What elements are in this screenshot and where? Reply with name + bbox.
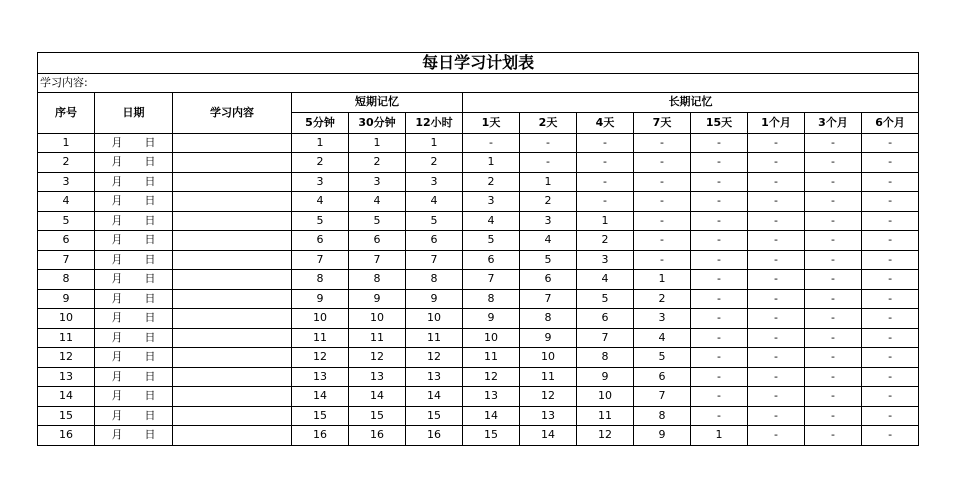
row-seq: 14 — [38, 387, 95, 407]
long-term-cell: 2 — [634, 289, 691, 309]
date-month-label: 月 — [111, 272, 123, 286]
row-date[interactable] — [95, 309, 173, 329]
long-term-cell: - — [805, 367, 862, 387]
long-term-cell: 8 — [520, 309, 577, 329]
row-seq: 10 — [38, 309, 95, 329]
short-term-cell: 1 — [349, 133, 406, 153]
short-term-cell: 14 — [292, 387, 349, 407]
date-day-label: 日 — [144, 350, 156, 364]
long-term-cell: 3 — [634, 309, 691, 329]
long-term-cell: - — [691, 192, 748, 212]
long-term-cell: - — [691, 211, 748, 231]
long-term-cell: 11 — [577, 406, 634, 426]
date-month-label: 月 — [111, 350, 123, 364]
row-seq: 11 — [38, 328, 95, 348]
row-date[interactable] — [95, 250, 173, 270]
table-row — [38, 367, 919, 387]
long-term-cell: - — [805, 328, 862, 348]
long-term-cell: - — [862, 406, 919, 426]
header-long-col: 1天 — [463, 112, 520, 133]
long-term-cell: 2 — [463, 172, 520, 192]
row-seq: 16 — [38, 426, 95, 446]
long-term-cell: 9 — [463, 309, 520, 329]
long-term-cell: - — [691, 348, 748, 368]
long-term-cell: 7 — [463, 270, 520, 290]
long-term-cell: 11 — [520, 367, 577, 387]
long-term-cell: - — [577, 192, 634, 212]
table-row — [38, 153, 919, 173]
long-term-cell: - — [691, 172, 748, 192]
row-seq: 4 — [38, 192, 95, 212]
row-seq: 2 — [38, 153, 95, 173]
date-month-label: 月 — [111, 408, 123, 422]
long-term-cell: - — [748, 426, 805, 446]
short-term-cell: 12 — [349, 348, 406, 368]
date-day-label: 日 — [144, 311, 156, 325]
table-row — [38, 250, 919, 270]
short-term-cell: 2 — [292, 153, 349, 173]
long-term-cell: 8 — [634, 406, 691, 426]
header-long-col: 1个月 — [748, 112, 805, 133]
row-date[interactable] — [95, 211, 173, 231]
row-seq: 1 — [38, 133, 95, 153]
long-term-cell: - — [691, 387, 748, 407]
long-term-cell: - — [748, 367, 805, 387]
long-term-cell: - — [805, 192, 862, 212]
short-term-cell: 7 — [292, 250, 349, 270]
long-term-cell: 7 — [577, 328, 634, 348]
long-term-cell: 1 — [520, 172, 577, 192]
date-day-label: 日 — [144, 408, 156, 422]
long-term-cell: 13 — [520, 406, 577, 426]
long-term-cell: - — [691, 231, 748, 251]
short-term-cell: 8 — [292, 270, 349, 290]
date-day-label: 日 — [144, 291, 156, 305]
long-term-cell: 1 — [691, 426, 748, 446]
long-term-cell: - — [748, 231, 805, 251]
date-day-label: 日 — [144, 369, 156, 383]
row-content-cell[interactable] — [173, 289, 292, 309]
short-term-cell: 13 — [292, 367, 349, 387]
row-content-cell[interactable] — [173, 250, 292, 270]
long-term-cell: - — [748, 348, 805, 368]
short-term-cell: 3 — [349, 172, 406, 192]
short-term-cell: 9 — [349, 289, 406, 309]
row-seq: 8 — [38, 270, 95, 290]
subtitle-content-label: 学习内容: — [38, 74, 919, 93]
short-term-cell: 8 — [406, 270, 463, 290]
study-plan-table — [37, 52, 919, 446]
study-plan-sheet — [37, 52, 919, 446]
long-term-cell: - — [805, 309, 862, 329]
row-date[interactable] — [95, 231, 173, 251]
date-month-label: 月 — [111, 155, 123, 169]
short-term-cell: 2 — [349, 153, 406, 173]
table-row — [38, 328, 919, 348]
long-term-cell: 12 — [577, 426, 634, 446]
short-term-cell: 6 — [349, 231, 406, 251]
long-term-cell: - — [862, 172, 919, 192]
date-month-label: 月 — [111, 428, 123, 442]
short-term-cell: 16 — [406, 426, 463, 446]
table-row — [38, 133, 919, 153]
header-short-col: 30分钟 — [349, 112, 406, 133]
header-long-col: 6个月 — [862, 112, 919, 133]
row-date[interactable] — [95, 172, 173, 192]
long-term-cell: - — [805, 172, 862, 192]
short-term-cell: 8 — [349, 270, 406, 290]
long-term-cell: - — [634, 231, 691, 251]
table-row — [38, 192, 919, 212]
long-term-cell: - — [691, 270, 748, 290]
long-term-cell: 10 — [577, 387, 634, 407]
long-term-cell: - — [691, 309, 748, 329]
long-term-cell: - — [748, 328, 805, 348]
short-term-cell: 5 — [292, 211, 349, 231]
row-content-cell[interactable] — [173, 172, 292, 192]
long-term-cell: - — [862, 367, 919, 387]
long-term-cell: - — [862, 133, 919, 153]
date-day-label: 日 — [144, 174, 156, 188]
row-content-cell[interactable] — [173, 211, 292, 231]
short-term-cell: 12 — [292, 348, 349, 368]
long-term-cell: - — [805, 133, 862, 153]
row-seq: 5 — [38, 211, 95, 231]
long-term-cell: - — [862, 211, 919, 231]
short-term-cell: 3 — [292, 172, 349, 192]
long-term-cell: 14 — [520, 426, 577, 446]
long-term-cell: 2 — [577, 231, 634, 251]
row-seq: 6 — [38, 231, 95, 251]
table-row — [38, 387, 919, 407]
short-term-cell: 15 — [406, 406, 463, 426]
long-term-cell: - — [748, 133, 805, 153]
long-term-cell: 11 — [463, 348, 520, 368]
header-date: 日期 — [95, 93, 173, 134]
long-term-cell: 5 — [577, 289, 634, 309]
long-term-cell: 1 — [634, 270, 691, 290]
short-term-cell: 1 — [406, 133, 463, 153]
long-term-cell: - — [748, 406, 805, 426]
date-day-label: 日 — [144, 272, 156, 286]
long-term-cell: 5 — [463, 231, 520, 251]
row-content-cell[interactable] — [173, 192, 292, 212]
short-term-cell: 14 — [406, 387, 463, 407]
row-date[interactable] — [95, 153, 173, 173]
long-term-cell: - — [748, 211, 805, 231]
row-content-cell[interactable] — [173, 426, 292, 446]
long-term-cell: - — [691, 406, 748, 426]
row-date[interactable] — [95, 289, 173, 309]
long-term-cell: - — [691, 153, 748, 173]
long-term-cell: - — [748, 309, 805, 329]
long-term-cell: - — [805, 426, 862, 446]
long-term-cell: - — [577, 153, 634, 173]
long-term-cell: - — [748, 153, 805, 173]
date-month-label: 月 — [111, 389, 123, 403]
short-term-cell: 2 — [406, 153, 463, 173]
long-term-cell: - — [691, 328, 748, 348]
table-row — [38, 231, 919, 251]
date-day-label: 日 — [144, 194, 156, 208]
row-seq: 7 — [38, 250, 95, 270]
long-term-cell: 9 — [520, 328, 577, 348]
short-term-cell: 14 — [349, 387, 406, 407]
long-term-cell: - — [691, 289, 748, 309]
long-term-cell: 4 — [463, 211, 520, 231]
short-term-cell: 1 — [292, 133, 349, 153]
row-date[interactable] — [95, 406, 173, 426]
long-term-cell: - — [805, 211, 862, 231]
row-date[interactable] — [95, 348, 173, 368]
long-term-cell: 6 — [577, 309, 634, 329]
long-term-cell: - — [862, 192, 919, 212]
long-term-cell: - — [805, 153, 862, 173]
row-date[interactable] — [95, 192, 173, 212]
long-term-cell: - — [463, 133, 520, 153]
short-term-cell: 12 — [406, 348, 463, 368]
row-seq: 13 — [38, 367, 95, 387]
table-row — [38, 270, 919, 290]
short-term-cell: 9 — [292, 289, 349, 309]
date-day-label: 日 — [144, 428, 156, 442]
header-short-col: 12小时 — [406, 112, 463, 133]
short-term-cell: 16 — [349, 426, 406, 446]
date-month-label: 月 — [111, 174, 123, 188]
long-term-cell: - — [862, 231, 919, 251]
short-term-cell: 4 — [406, 192, 463, 212]
date-month-label: 月 — [111, 233, 123, 247]
table-row — [38, 348, 919, 368]
long-term-cell: - — [862, 387, 919, 407]
short-term-cell: 15 — [349, 406, 406, 426]
long-term-cell: 1 — [463, 153, 520, 173]
row-content-cell[interactable] — [173, 367, 292, 387]
long-term-cell: 10 — [520, 348, 577, 368]
row-content-cell[interactable] — [173, 231, 292, 251]
long-term-cell: - — [805, 231, 862, 251]
header-long-col: 3个月 — [805, 112, 862, 133]
short-term-cell: 9 — [406, 289, 463, 309]
row-seq: 3 — [38, 172, 95, 192]
long-term-cell: 4 — [634, 328, 691, 348]
long-term-cell: 6 — [463, 250, 520, 270]
long-term-cell: 10 — [463, 328, 520, 348]
long-term-cell: - — [634, 192, 691, 212]
row-content-cell[interactable] — [173, 309, 292, 329]
long-term-cell: 12 — [463, 367, 520, 387]
long-term-cell: - — [862, 426, 919, 446]
long-term-cell: - — [862, 250, 919, 270]
header-long-col: 15天 — [691, 112, 748, 133]
long-term-cell: 5 — [634, 348, 691, 368]
long-term-cell: 3 — [463, 192, 520, 212]
row-content-cell[interactable] — [173, 348, 292, 368]
date-month-label: 月 — [111, 194, 123, 208]
row-content-cell[interactable] — [173, 406, 292, 426]
long-term-cell: - — [748, 192, 805, 212]
short-term-cell: 10 — [292, 309, 349, 329]
long-term-cell: - — [634, 250, 691, 270]
date-day-label: 日 — [144, 155, 156, 169]
header-long-col: 7天 — [634, 112, 691, 133]
long-term-cell: - — [862, 270, 919, 290]
row-date[interactable] — [95, 387, 173, 407]
long-term-cell: - — [634, 211, 691, 231]
table-row — [38, 172, 919, 192]
long-term-cell: - — [805, 348, 862, 368]
long-term-cell: - — [862, 289, 919, 309]
row-seq: 15 — [38, 406, 95, 426]
long-term-cell: 3 — [577, 250, 634, 270]
long-term-cell: - — [691, 367, 748, 387]
short-term-cell: 5 — [349, 211, 406, 231]
table-row — [38, 289, 919, 309]
short-term-cell: 7 — [406, 250, 463, 270]
long-term-cell: 6 — [520, 270, 577, 290]
long-term-cell: - — [748, 172, 805, 192]
long-term-cell: - — [634, 153, 691, 173]
short-term-cell: 4 — [292, 192, 349, 212]
long-term-cell: 14 — [463, 406, 520, 426]
short-term-cell: 13 — [406, 367, 463, 387]
long-term-cell: - — [577, 133, 634, 153]
long-term-cell: - — [805, 406, 862, 426]
row-content-cell[interactable] — [173, 133, 292, 153]
long-term-cell: - — [862, 348, 919, 368]
long-term-cell: 2 — [520, 192, 577, 212]
date-month-label: 月 — [111, 252, 123, 266]
long-term-cell: 1 — [577, 211, 634, 231]
long-term-cell: 9 — [634, 426, 691, 446]
row-content-cell[interactable] — [173, 153, 292, 173]
table-row — [38, 211, 919, 231]
row-date[interactable] — [95, 426, 173, 446]
date-month-label: 月 — [111, 291, 123, 305]
date-day-label: 日 — [144, 330, 156, 344]
long-term-cell: - — [748, 250, 805, 270]
long-term-cell: - — [805, 289, 862, 309]
short-term-cell: 16 — [292, 426, 349, 446]
sheet-title: 每日学习计划表 — [38, 53, 919, 74]
long-term-cell: - — [805, 270, 862, 290]
long-term-cell: 13 — [463, 387, 520, 407]
long-term-cell: - — [691, 133, 748, 153]
date-month-label: 月 — [111, 213, 123, 227]
date-month-label: 月 — [111, 135, 123, 149]
long-term-cell: - — [805, 387, 862, 407]
long-term-cell: - — [862, 328, 919, 348]
short-term-cell: 4 — [349, 192, 406, 212]
row-content-cell[interactable] — [173, 328, 292, 348]
short-term-cell: 11 — [292, 328, 349, 348]
short-term-cell: 13 — [349, 367, 406, 387]
long-term-cell: - — [577, 172, 634, 192]
long-term-cell: 8 — [463, 289, 520, 309]
row-seq: 9 — [38, 289, 95, 309]
short-term-cell: 7 — [349, 250, 406, 270]
date-day-label: 日 — [144, 213, 156, 227]
table-row — [38, 309, 919, 329]
long-term-cell: - — [748, 387, 805, 407]
header-short-term: 短期记忆 — [292, 93, 463, 113]
long-term-cell: - — [805, 250, 862, 270]
long-term-cell: 9 — [577, 367, 634, 387]
header-content: 学习内容 — [173, 93, 292, 134]
date-day-label: 日 — [144, 389, 156, 403]
long-term-cell: 6 — [634, 367, 691, 387]
short-term-cell: 10 — [349, 309, 406, 329]
long-term-cell: - — [520, 133, 577, 153]
long-term-cell: 3 — [520, 211, 577, 231]
short-term-cell: 11 — [406, 328, 463, 348]
long-term-cell: - — [691, 250, 748, 270]
long-term-cell: 4 — [577, 270, 634, 290]
long-term-cell: 7 — [520, 289, 577, 309]
long-term-cell: - — [748, 289, 805, 309]
header-seq: 序号 — [38, 93, 95, 134]
date-month-label: 月 — [111, 369, 123, 383]
date-day-label: 日 — [144, 252, 156, 266]
table-row — [38, 426, 919, 446]
short-term-cell: 11 — [349, 328, 406, 348]
long-term-cell: - — [748, 270, 805, 290]
long-term-cell: 12 — [520, 387, 577, 407]
row-date[interactable] — [95, 133, 173, 153]
short-term-cell: 5 — [406, 211, 463, 231]
long-term-cell: 7 — [634, 387, 691, 407]
long-term-cell: - — [862, 153, 919, 173]
long-term-cell: - — [862, 309, 919, 329]
header-short-col: 5分钟 — [292, 112, 349, 133]
row-content-cell[interactable] — [173, 270, 292, 290]
short-term-cell: 6 — [292, 231, 349, 251]
long-term-cell: - — [520, 153, 577, 173]
date-day-label: 日 — [144, 135, 156, 149]
long-term-cell: - — [634, 172, 691, 192]
long-term-cell: 8 — [577, 348, 634, 368]
header-long-term: 长期记忆 — [463, 93, 919, 113]
date-day-label: 日 — [144, 233, 156, 247]
row-content-cell[interactable] — [173, 387, 292, 407]
row-date[interactable] — [95, 328, 173, 348]
short-term-cell: 15 — [292, 406, 349, 426]
short-term-cell: 3 — [406, 172, 463, 192]
row-date[interactable] — [95, 270, 173, 290]
short-term-cell: 6 — [406, 231, 463, 251]
long-term-cell: 15 — [463, 426, 520, 446]
short-term-cell: 10 — [406, 309, 463, 329]
date-month-label: 月 — [111, 311, 123, 325]
long-term-cell: - — [634, 133, 691, 153]
header-long-col: 2天 — [520, 112, 577, 133]
long-term-cell: 5 — [520, 250, 577, 270]
table-row — [38, 406, 919, 426]
row-seq: 12 — [38, 348, 95, 368]
row-date[interactable] — [95, 367, 173, 387]
date-month-label: 月 — [111, 330, 123, 344]
header-long-col: 4天 — [577, 112, 634, 133]
long-term-cell: 4 — [520, 231, 577, 251]
